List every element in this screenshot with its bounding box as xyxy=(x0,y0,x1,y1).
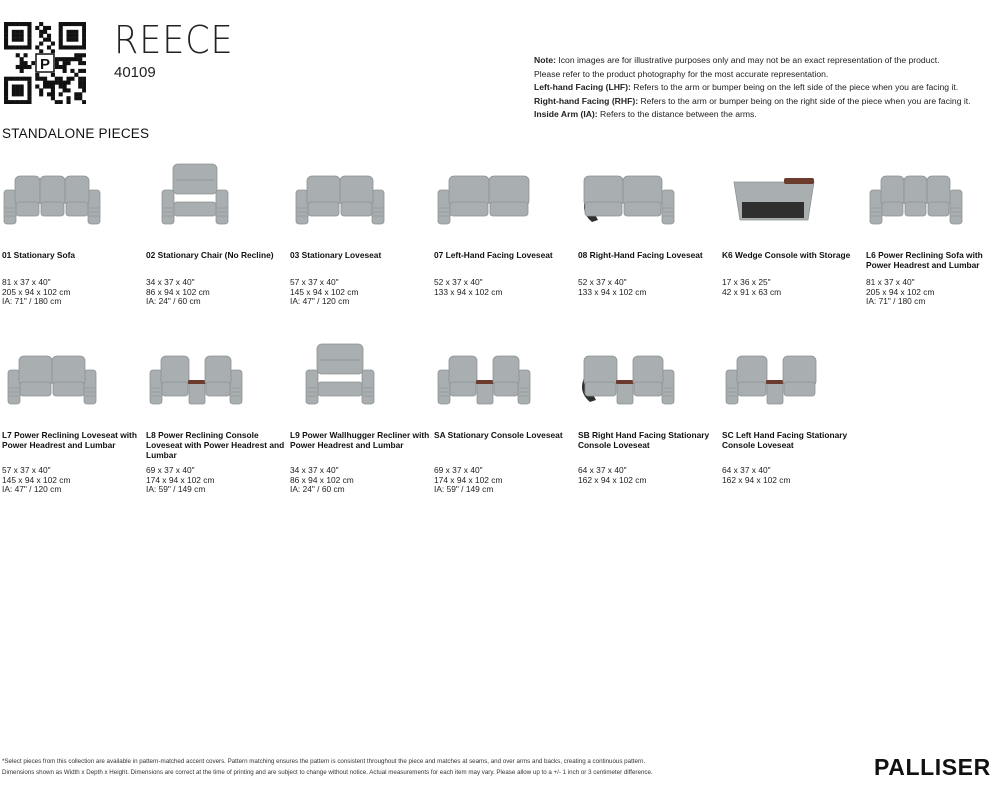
lhf-loveseat-icon xyxy=(434,158,534,228)
piece-dimensions xyxy=(146,466,214,495)
qr-logo-letter: P xyxy=(39,56,51,73)
dimension-imperial: 57 x 37 x 40" xyxy=(290,277,339,287)
piece-dimensions xyxy=(146,278,210,307)
dimension-imperial: 34 x 37 x 40" xyxy=(146,277,195,287)
piece-name: K6 Wedge Console with Storage xyxy=(722,250,851,260)
dimension-metric: 174 x 94 x 102 cm xyxy=(434,474,503,485)
piece-dimensions xyxy=(578,278,646,297)
rhf-loveseat-icon xyxy=(578,158,678,228)
dimension-ia: IA: 24" / 60 cm xyxy=(146,296,201,307)
note-line: Note: Icon images are for illustrative purposes only and may not be an exact representation of the product. xyxy=(534,55,940,65)
piece-name: SB Right Hand Facing Stationary Console Loveseat xyxy=(578,430,710,450)
collection-title: REECE xyxy=(114,18,234,62)
notes-block xyxy=(534,54,996,122)
dimension-imperial: 57 x 37 x 40" xyxy=(2,465,51,475)
section-title: STANDALONE PIECES xyxy=(2,126,150,141)
piece-name: L9 Power Wallhugger Recliner with Power Headrest and Lumbar xyxy=(290,430,430,450)
power-sofa-icon xyxy=(866,158,966,228)
piece-dimensions xyxy=(2,466,70,495)
recliner-icon xyxy=(290,338,390,408)
dimension-metric: 162 x 94 x 102 cm xyxy=(578,474,647,485)
dimension-imperial: 64 x 37 x 40" xyxy=(578,465,627,475)
brand-logo: PALLISER xyxy=(874,754,991,780)
piece-name: 02 Stationary Chair (No Recline) xyxy=(146,250,274,260)
dimension-ia: IA: 59" / 149 cm xyxy=(146,484,206,495)
dimension-metric: 42 x 91 x 63 cm xyxy=(722,286,782,297)
dimension-metric: 145 x 94 x 102 cm xyxy=(290,286,359,297)
piece-dimensions xyxy=(722,466,790,485)
piece-name: SC Left Hand Facing Stationary Console Loveseat xyxy=(722,430,848,450)
dimension-ia: IA: 47" / 120 cm xyxy=(290,296,350,307)
piece-dimensions xyxy=(2,278,70,307)
dimension-imperial: 34 x 37 x 40" xyxy=(290,465,339,475)
dimension-imperial: 64 x 37 x 40" xyxy=(722,465,771,475)
console-loveseat-icon xyxy=(434,338,534,408)
footer-line-1: *Select pieces from this collection are available in pattern-matched accent covers. Pattern matching ensures the pattern is consistent throughout the piece and matches at seams, and over arms and backs, creating a continuous pattern. xyxy=(2,758,646,765)
lhf-console-loveseat-icon xyxy=(722,338,822,408)
dimension-ia: IA: 47" / 120 cm xyxy=(2,484,62,495)
piece-dimensions xyxy=(434,278,502,297)
dimension-ia: IA: 71" / 180 cm xyxy=(866,296,926,307)
footer-notes xyxy=(2,756,822,778)
dimension-metric: 133 x 94 x 102 cm xyxy=(578,286,647,297)
dimension-imperial: 69 x 37 x 40" xyxy=(434,465,483,475)
piece-dimensions xyxy=(866,278,934,307)
piece-name: L8 Power Reclining Console Loveseat with Power Headrest and Lumbar xyxy=(146,430,285,460)
dimension-imperial: 17 x 36 x 25" xyxy=(722,277,771,287)
piece-name: SA Stationary Console Loveseat xyxy=(434,430,563,440)
collection-code: 40109 xyxy=(114,64,156,81)
piece-name: 07 Left-Hand Facing Loveseat xyxy=(434,250,553,260)
dimension-metric: 86 x 94 x 102 cm xyxy=(146,286,210,297)
dimension-metric: 133 x 94 x 102 cm xyxy=(434,286,503,297)
dimension-metric: 174 x 94 x 102 cm xyxy=(146,474,215,485)
note-line: Inside Arm (IA): Refers to the distance between the arms. xyxy=(534,109,757,120)
note-line: Right-hand Facing (RHF): Refers to the arm or bumper being on the right side of the piece when you are facing it. xyxy=(534,95,971,106)
piece-dimensions xyxy=(722,278,781,297)
dimension-metric: 162 x 94 x 102 cm xyxy=(722,474,791,485)
piece-dimensions xyxy=(290,278,358,307)
sofa-icon xyxy=(2,158,102,228)
note-line: Left-hand Facing (LHF): Refers to the arm or bumper being on the left side of the piece when you are facing it. xyxy=(534,82,959,93)
note-line: Please refer to the product photography for the most accurate representation. xyxy=(534,68,829,79)
dimension-imperial: 52 x 37 x 40" xyxy=(434,277,483,287)
dimension-imperial: 69 x 37 x 40" xyxy=(146,465,195,475)
dimension-metric: 145 x 94 x 102 cm xyxy=(2,474,71,485)
loveseat-icon xyxy=(290,158,390,228)
dimension-imperial: 52 x 37 x 40" xyxy=(578,277,627,287)
wedge-console-icon xyxy=(722,158,822,228)
power-loveseat-icon xyxy=(2,338,102,408)
qr-code xyxy=(4,22,86,104)
dimension-ia: IA: 59" / 149 cm xyxy=(434,484,494,495)
dimension-imperial: 81 x 37 x 40" xyxy=(866,277,915,287)
piece-dimensions xyxy=(434,466,502,495)
piece-name: L6 Power Reclining Sofa with Power Headrest and Lumbar xyxy=(866,250,983,270)
dimension-metric: 205 x 94 x 102 cm xyxy=(866,286,935,297)
piece-name: 01 Stationary Sofa xyxy=(2,250,76,260)
dimension-metric: 205 x 94 x 102 cm xyxy=(2,286,71,297)
chair-icon xyxy=(146,158,246,228)
rhf-console-loveseat-icon xyxy=(578,338,678,408)
piece-name: 03 Stationary Loveseat xyxy=(290,250,382,260)
dimension-imperial: 81 x 37 x 40" xyxy=(2,277,51,287)
footer-line-2: Dimensions shown as Width x Depth x Height. Dimensions are correct at the time of printing and are subject to change without notice. Actual measurements for each item may vary. Please allow up to a +/- 1 inch or 3 centimeter difference. xyxy=(2,769,653,776)
dimension-metric: 86 x 94 x 102 cm xyxy=(290,474,354,485)
piece-dimensions xyxy=(578,466,646,485)
piece-dimensions xyxy=(290,466,354,495)
piece-name: 08 Right-Hand Facing Loveseat xyxy=(578,250,703,260)
power-console-loveseat-icon xyxy=(146,338,246,408)
piece-name: L7 Power Reclining Loveseat with Power Headrest and Lumbar xyxy=(2,430,137,450)
dimension-ia: IA: 24" / 60 cm xyxy=(290,484,345,495)
dimension-ia: IA: 71" / 180 cm xyxy=(2,296,62,307)
